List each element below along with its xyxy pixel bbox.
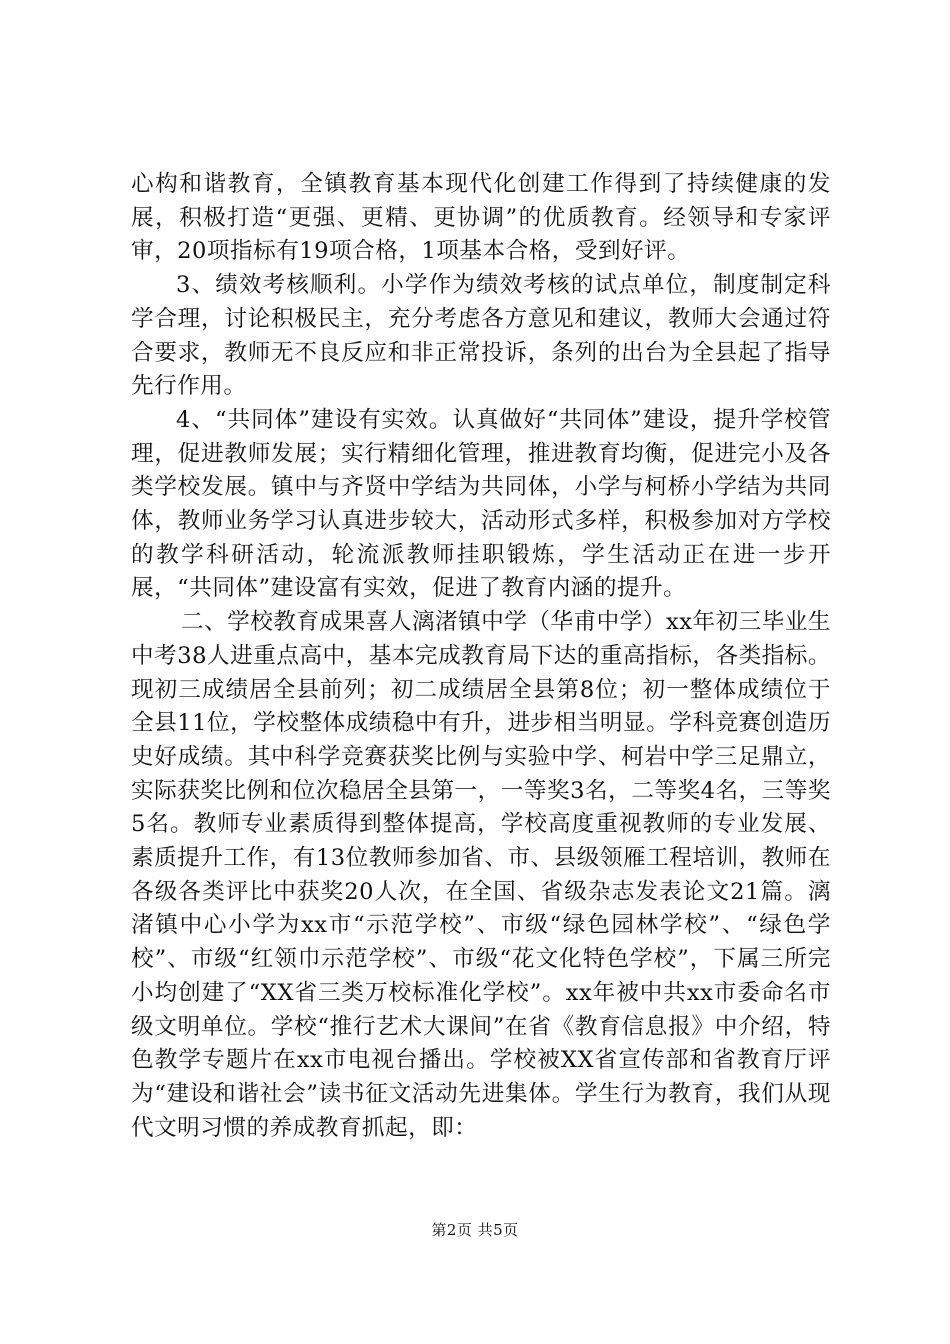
paragraph-performance-review: 3、绩效考核顺利。小学作为绩效考核的试点单位，制度制定科学合理，讨论积极民主，充分考虑各方意见和建议，教师大会通过符合要求，教师无不良反应和非正常投诉，条列的出台为全县起了指导先行作用。 xyxy=(131,272,831,400)
paragraph-community-building: 4、“共同体”建设有实效。认真做好“共同体”建设，提升学校管理，促进教师发展；实行精细化管理，推进教育均衡，促进完小及各类学校发展。镇中与齐贤中学结为共同体，小学与柯桥小学结为共同体，教师业务学习认真进步较大，活动形式多样，积极参加对方学校的教学科研活动，轮流派教师挂职锻炼，学生活动正在进一步开展，“共同体”建设富有实效，促进了教育内涵的提升。 xyxy=(131,406,831,602)
document-body xyxy=(131,168,831,1145)
paragraph-continuation: 心构和谐教育，全镇教育基本现代化创建工作得到了持续健康的发展，积极打造“更强、更精、更协调”的优质教育。经领导和专家评审，20项指标有19项合格，1项基本合格，受到好评。 xyxy=(131,171,831,265)
page-number-footer: 第2页 共5页 xyxy=(431,1221,519,1239)
paragraph-education-results: 二、学校教育成果喜人漓渚镇中学（华甫中学）xx年初三毕业生中考38人进重点高中，基本完成教育局下达的重高指标，各类指标。现初三成绩居全县前列；初二成绩居全县第8位；初一整体成绩位于全县11位，学校整体成绩稳中有升，进步相当明显。学科竞赛创造历史好成绩。其中科学竞赛获奖比例与实验中学、柯岩中学三足鼎立，实际获奖比例和位次稳居全县第一，一等奖3名，二等奖4名，三等奖5名。教师专业素质得到整体提高，学校高度重视教师的专业发展、素质提升工作，有13位教师参加省、市、县级领雁工程培训，教师在各级各类评比中获奖20人次，在全国、省级杂志发表论文21篇。漓渚镇中心小学为xx市“示范学校”、市级“绿色园林学校”、“绿色学校”、市级“红领巾示范学校”、市级“花文化特色学校”，下属三所完小均创建了“XX省三类万校标准化学校”。xx年被中共xx市委命名市级文明单位。学校“推行艺术大课间”在省《教育信息报》中介绍，特色教学专题片在xx市电视台播出。学校被XX省宣传部和省教育厅评为“建设和谐社会”读书征文活动先进集体。学生行为教育，我们从现代文明习惯的养成教育抓起，即： xyxy=(131,609,832,1141)
